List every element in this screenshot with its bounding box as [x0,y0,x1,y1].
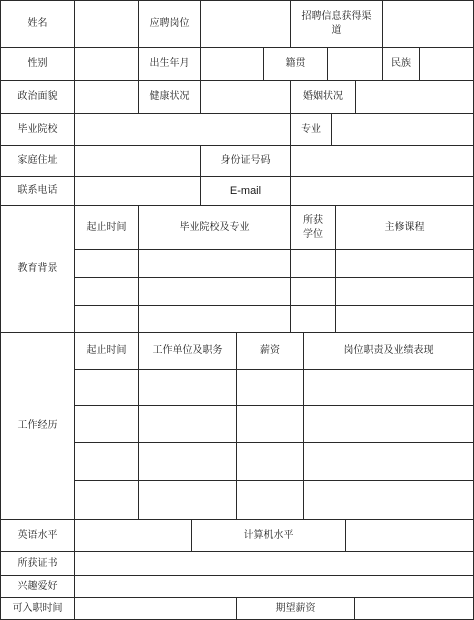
hobbies-field[interactable] [74,575,474,598]
edu-row-1-degree[interactable] [290,249,336,278]
expected-salary-field[interactable] [354,597,474,620]
id-number-label: 身份证号码 [200,145,291,177]
edu-header-school-major: 毕业院校及专业 [138,205,291,250]
work-row-1-salary[interactable] [236,369,304,406]
computer-level-label: 计算机水平 [191,519,346,552]
marital-status-field[interactable] [355,80,474,114]
address-label: 家庭住址 [0,145,75,177]
start-date-field[interactable] [74,597,237,620]
english-level-label: 英语水平 [0,519,75,552]
education-section-label: 教育背景 [0,205,75,333]
edu-row-3-period[interactable] [74,305,139,333]
email-field[interactable] [290,176,474,206]
work-row-4-duties[interactable] [303,480,474,520]
health-label: 健康状况 [138,80,201,114]
ethnicity-label: 民族 [382,47,420,81]
edu-row-2-courses[interactable] [335,277,474,306]
work-row-1-period[interactable] [74,369,139,406]
birth-label: 出生年月 [138,47,201,81]
gender-field[interactable] [74,47,139,81]
name-field[interactable] [74,0,139,48]
political-status-field[interactable] [74,80,139,114]
expected-salary-label: 期望薪资 [236,597,355,620]
school-field[interactable] [74,113,291,146]
school-label: 毕业院校 [0,113,75,146]
work-row-4-salary[interactable] [236,480,304,520]
native-place-label: 籍贯 [263,47,328,81]
id-number-field[interactable] [290,145,474,177]
email-label: E-mail [200,176,291,206]
start-date-label: 可入职时间 [0,597,75,620]
edu-row-3-degree[interactable] [290,305,336,333]
political-status-label: 政治面貌 [0,80,75,114]
edu-header-degree: 所获学位 [290,205,336,250]
address-field[interactable] [74,145,201,177]
edu-row-2-school-major[interactable] [138,277,291,306]
health-field[interactable] [200,80,291,114]
edu-row-1-courses[interactable] [335,249,474,278]
work-header-duties: 岗位职责及业绩表现 [303,332,474,370]
phone-label: 联系电话 [0,176,75,206]
marital-status-label: 婚姻状况 [290,80,356,114]
ethnicity-field[interactable] [419,47,474,81]
certificates-field[interactable] [74,551,474,576]
name-label: 姓名 [0,0,75,48]
work-row-1-duties[interactable] [303,369,474,406]
work-row-3-salary[interactable] [236,442,304,481]
english-level-field[interactable] [74,519,192,552]
major-label: 专业 [290,113,332,146]
phone-field[interactable] [74,176,201,206]
work-row-3-period[interactable] [74,442,139,481]
birth-field[interactable] [200,47,264,81]
edu-row-3-school-major[interactable] [138,305,291,333]
work-row-4-company-title[interactable] [138,480,237,520]
work-row-1-company-title[interactable] [138,369,237,406]
native-place-field[interactable] [327,47,383,81]
work-header-period: 起止时间 [74,332,139,370]
major-field[interactable] [331,113,474,146]
work-row-2-company-title[interactable] [138,405,237,443]
work-row-2-duties[interactable] [303,405,474,443]
edu-header-period: 起止时间 [74,205,139,250]
computer-level-field[interactable] [345,519,474,552]
edu-header-courses: 主修课程 [335,205,474,250]
work-row-4-period[interactable] [74,480,139,520]
position-label: 应聘岗位 [138,0,201,48]
work-row-2-period[interactable] [74,405,139,443]
work-row-3-company-title[interactable] [138,442,237,481]
source-field[interactable] [382,0,474,48]
work-row-3-duties[interactable] [303,442,474,481]
edu-row-1-school-major[interactable] [138,249,291,278]
edu-row-2-period[interactable] [74,277,139,306]
work-header-salary: 薪资 [236,332,304,370]
work-row-2-salary[interactable] [236,405,304,443]
certificates-label: 所获证书 [0,551,75,576]
edu-row-3-courses[interactable] [335,305,474,333]
work-header-company-title: 工作单位及职务 [138,332,237,370]
position-field[interactable] [200,0,291,48]
source-label: 招聘信息获得渠道 [290,0,383,48]
hobbies-label: 兴趣爱好 [0,575,75,598]
edu-row-1-period[interactable] [74,249,139,278]
edu-row-2-degree[interactable] [290,277,336,306]
work-section-label: 工作经历 [0,332,75,520]
gender-label: 性别 [0,47,75,81]
